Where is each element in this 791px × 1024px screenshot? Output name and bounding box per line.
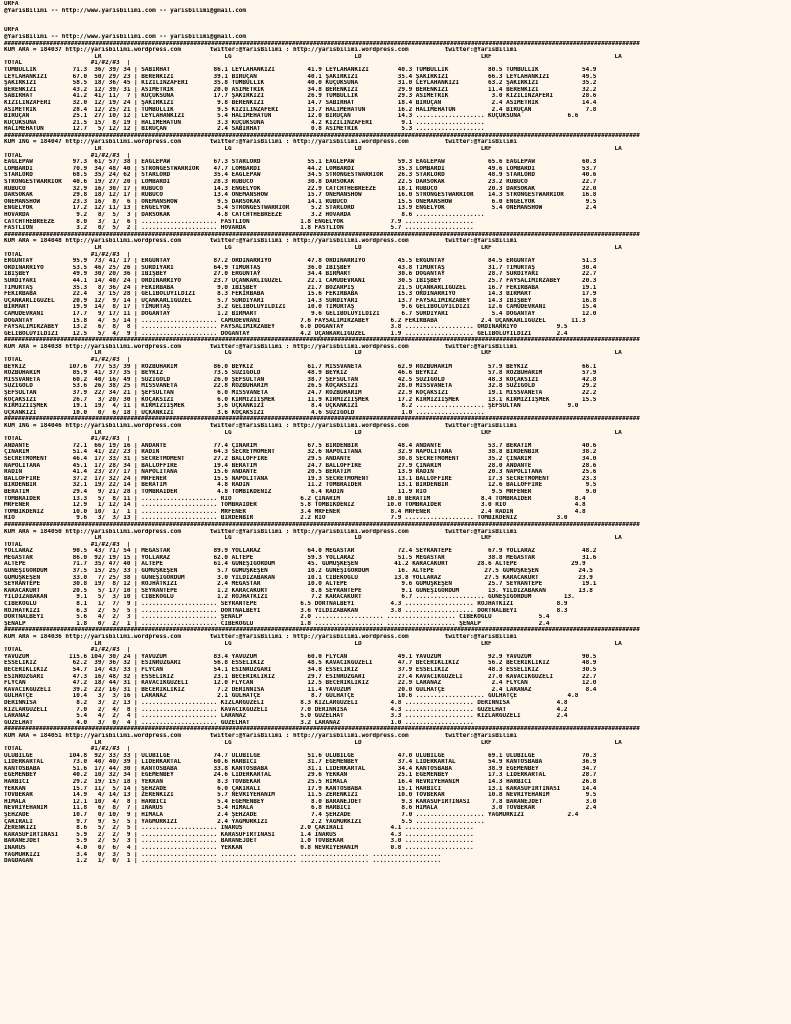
column-headers: LR LG LD LRF LA (4, 53, 622, 60)
spacer (4, 14, 787, 27)
total-header: TOTAL #1/#2/#3 | (4, 746, 131, 753)
table-row: HOVARDA 9.2 8/ 5/ 3 | DARSOKAK 4.8 CATCHTHEBREEZE 3.2 HOVARDA 8.6 ................... (4, 212, 485, 218)
table-row: DERİNNİSA 8.2 3/ 2/ 13 | ..................... KIZLARGÜZELİ 8.3 KIZLARGÜZELİ 4.8 ................... DERİNNİSA 4.8 (4, 699, 568, 706)
table-row: FASTLION 3.2 0/ 5/ 2 | ..................... HOVARDA 1.8 FASTLION 5.7 ................... (4, 225, 474, 232)
race-section (4, 232, 787, 338)
total-header: TOTAL #1/#2/#3 | (4, 357, 131, 364)
race-header-line: KUM ARA = 184048 http://yarisbilimi.wordpress.com twitter:@YarisBilimi : http://yarisbilimi.wordpress.com twitter:@YarisBilimi (4, 238, 517, 245)
separator-line: ##################################################################################################################################################################################### (4, 132, 640, 139)
table-row: HARBİCİ 29.2 19/ 15/ 18 | YEKKAN 8.3 TOVBEKAR 25.5 HIMALA 16.4 NEVRİYEHANIM 14.3 HARBİCİ 26.8 (4, 779, 597, 786)
table-row: MRFENER 12.9 1/ 12/ 14 | ..................... TOMBRAIDER 5.8 TOMBİKDENİZ 10.0 TOMBRAIDER 3.0 RIO 4.8 (4, 502, 586, 509)
column-headers: LR LG LD LRF LA (4, 350, 622, 357)
table-row: GÜMÜŞKEŞEN 33.0 7/ 25/ 38 | GÜNEŞIGÖRDÜM 3.0 YILDIZABAKAN 10.1 CİBEKOĞLU 13.8 YOLLARAZ 27.5 KARACAKURT 23.9 (4, 574, 593, 581)
table-row: UÇKANKIZI 10.0 0/ 6/ 18 | UÇKANKIZI 3.6 KOÇAKSIZI 4.6 SÜZİGOLD 1.0 ................... (4, 409, 485, 416)
header-contact-line: @YarisBilimi -- http://www.yarisbilimi.com -- yarisbilimi@gmail.com (4, 7, 247, 14)
table-row: SABIRHAT 41.2 41/ 11/ 7 | KUÇUKSUNA 17.7 ŞAKIRKIZI 26.9 TUMBULLIK 29.3 ASİMETRİK 3.0 KIZILINZAFERİ 28.6 (4, 93, 597, 100)
column-headers: LR LG LD LRF LA (4, 244, 622, 251)
column-headers: LR LG LD LRF LA (4, 739, 622, 746)
separator-line: ##################################################################################################################################################################################### (4, 726, 640, 733)
table-row: HIMALA 12.1 10/ 4/ 8 | HARBİCİ 5.4 EGEMENBEY 8.0 BARANEJDET 9.3 KARASUFIRTINASI 7.8 BARANEJDET 3.0 (4, 798, 597, 805)
table-row: BEYKIZ 107.6 77/ 53/ 39 | ROZBUHARIM 86.0 BEYKIZ 61.7 MISSVANETA 62.9 ROZBUHARIM 57.9 BEYKIZ 66.1 (4, 363, 597, 370)
table-row: ŞEHZADE 10.7 0/ 10/ 9 | HIMALA 2.4 ŞEHZADE 7.4 ŞEHZADE 7.0 ................... YAĞMURKIZI 2.4 (4, 812, 579, 819)
table-row: KANTOSBABA 51.6 17/ 44/ 30 | KANTOSBABA 33.8 KANTOSBABA 31.1 LİDERKARTAL 34.4 KANTOSBABA 38.9 EGEMENBEY 34.7 (4, 765, 597, 772)
total-header: TOTAL #1/#2/#3 | (4, 647, 131, 654)
race-section (4, 522, 787, 628)
header-title: URFA (4, 1, 19, 7)
table-row: BIRMART 19.9 14/ 8/ 17 | TIMURTAŞ 3.2 GELİBOLUYILDIZI 10.0 TIMURTAŞ 9.6 GELİBOLUYILDIZI 12.6 CAMÜDEVRANI 15.4 (4, 304, 597, 311)
table-row: ÇAKIRALI 9.7 9/ 5/ 5 | YAĞMURKIZI 2.4 YAĞMURKIZI 2.2 YAĞMURKIZI 5.5 ................... (4, 818, 485, 825)
table-row: KIZLARGÜZELİ 7.0 2/ 4/ 8 | ..................... KAVACIKGÜZELİ 7.0 DERİNNİSA 4.3 ................... GÜZELHAT 4.2 (4, 706, 568, 713)
table-row: TUMBULLIK 71.3 36/ 39/ 34 | SABIRHAT 86.1 LEYLAHANKIZI 41.9 LEYLAHANKIZI 40.3 TUMBULLIK 80.5 TUMBULLIK 54.9 (4, 66, 597, 73)
table-row: NAPOLITANA 45.1 17/ 28/ 34 | BALLOFFİRE 19.4 BERATIM 24.7 BALLOFFİRE 27.9 ÇINARIM 28.0 ANDANTE 28.6 (4, 462, 597, 469)
table-row: BIRUÇAN 25.1 27/ 10/ 12 | LEYLAHANKIZI 5.4 HALİMEHATUN 12.0 BIRUÇAN 14.3 ................... KUÇUKSUNA 6.6 (4, 113, 579, 120)
table-row: CATCHTHEBREEZE 8.0 3/ 1/ 6 | ..................... FASTLION 1.8 ENGELYOK 7.9 ................... (4, 218, 474, 225)
table-row: BARANEJDET 5.9 2/ 5/ 3 | ..................... BARANEJDET 1.0 TOVBEKAR 3.0 ................... (4, 838, 474, 845)
header-title-repeat: URFA (4, 27, 19, 34)
table-row: CAMÜDEVRANI 17.7 9/ 17/ 11 | DOĞANTAY 1.2 BIRMART 9.6 GELİBOLUYILDIZI 6.7 SURDİYARI 5.4 DOĞANTAY 12.0 (4, 310, 597, 317)
column-headers: LR LG LD LRF LA (4, 429, 622, 436)
column-headers: LR LG LD LRF LA (4, 535, 622, 542)
table-row: KIRMIZIİŞMEK 19.1 19/ 4/ 11 | KIRMIZIİŞMEK 3.6 UÇKANKIZI 8.4 UÇKANKIZI 8.2 ................... ŞEFSULTAN 9.0 (4, 403, 579, 410)
race-header-line: KUM ING = 184047 http://yarisbilimi.wordpress.com twitter:@YarisBilimi : http://yarisbilimi.wordpress.com twitter:@YarisBilimi (4, 139, 517, 146)
table-row: FLYCAN 47.2 18/ 44/ 31 | KAVACIKGÜZELİ 12.0 FLYCAN 12.5 BECERİKLİKIZ 22.9 LARANAZ 2.4 FLYCAN 12.0 (4, 680, 597, 687)
table-row: DORTNALBEYİ 5.6 4/ 2/ 3 | ..................... ŞENALP 2.0 ................... ................... CİBEKOĞLU 5.4 (4, 614, 550, 621)
table-row: RADİN 41.4 23/ 27/ 17 | NAPOLITANA 15.6 ANDANTE 20.5 BERATIM 13.9 RADİN 20.3 NAPOLITANA 25.6 (4, 469, 597, 476)
table-row: GÜZELHAT 4.0 3/ 0/ 4 | ..................... GÜZELHAT 3.2 LARANAZ 1.0 ................... (4, 719, 474, 726)
table-row: TOVBEKAR 14.9 4/ 14/ 13 | ZERENKIZI 5.7 NEVRİYEHANIM 11.5 ZERENKIZI 10.0 TOVBEKAR 10.8 NEVRİYEHANIM 9.5 (4, 792, 597, 799)
table-row: BİRDENBİR 32.1 19/ 22/ 14 | BERATIM 4.8 RADİN 11.2 TOMBRAIDER 13.1 BİRDENBİR 12.6 BALLOFFİRE 9.5 (4, 482, 597, 489)
table-row: CİBEKOĞLU 8.1 1/ 7/ 9 | ..................... SEYRANTEPE 6.5 DORTNALBEYİ 4.3 ................... ROJHATKIZI 8.9 (4, 601, 568, 608)
table-row: SÜZİGOLD 53.6 26/ 38/ 25 | MISSVANETA 22.8 ROZBUHARIM 26.5 KOÇAKSIZI 28.0 MISSVANETA 32.8 SÜZİGOLD 29.2 (4, 383, 597, 390)
separator-line: ##################################################################################################################################################################################### (4, 40, 640, 47)
race-section (4, 416, 787, 522)
table-row: ZERENKIZI 8.6 5/ 2/ 5 | ..................... İNARUS 2.0 ÇAKIRALI 4.1 ................... (4, 825, 474, 832)
table-row: ÇINARIM 51.4 41/ 22/ 23 | RADİN 64.3 SECRETMOMENT 32.6 NAPOLITANA 32.9 NAPOLITANA 38.8 BİRDENBİR 38.2 (4, 449, 597, 456)
total-header: TOTAL #1/#2/#3 | (4, 541, 131, 548)
race-header-line: KUM ARA = 184050 http://yarisbilimi.wordpress.com twitter:@YarisBilimi : http://yarisbilimi.wordpress.com twitter:@YarisBilimi (4, 528, 517, 535)
separator-line: ##################################################################################################################################################################################### (4, 337, 640, 344)
table-row: UÇANKARLIGÜZEL 20.9 12/ 9/ 14 | UÇANKARLIGÜZEL 5.7 SURDİYARI 14.3 SURDİYARI 13.7 FAYSALIMIRZABEY 14.3 İBİŞBEY 16.8 (4, 297, 597, 304)
table-row: ANDANTE 72.1 66/ 19/ 16 | ANDANTE 77.4 ÇINARIM 67.5 BİRDENBİR 48.4 ANDANTE 53.7 BERATIM 40.6 (4, 442, 597, 449)
table-row: DAĞDAĞAN 1.2 1/ 0/ 1 | ..................... ..................... ................... ................... (4, 858, 442, 865)
table-row: ASİMETRİK 28.4 12/ 25/ 21 | TUMBULLIK 9.5 KIZILINZAFERİ 13.7 HALİMEHATUN 16.2 HALİMEHATUN 2.4 BIRUÇAN 7.8 (4, 106, 597, 113)
table-row: YEKKAN 15.7 11/ 5/ 14 | ŞEHZADE 6.0 ÇAKIRALI 17.9 KANTOSBABA 15.1 HARBİCİ 13.1 KARASUFIRTINASI 14.4 (4, 785, 597, 792)
separator-line: ##################################################################################################################################################################################### (4, 231, 640, 238)
table-row: FEKIRBABA 22.4 3/ 15/ 28 | GELİBOLUYILDIZI 8.3 FEKIRBABA 15.6 FEKIRBABA 15.3 ORDİNARRİYO 14.3 BIRMART 17.9 (4, 291, 597, 298)
column-headers: LR LG LD LRF LA (4, 640, 622, 647)
race-section (4, 726, 787, 864)
total-header: TOTAL #1/#2/#3 | (4, 152, 131, 159)
column-headers: LR LG LD LRF LA (4, 146, 622, 153)
table-row: ŞENALP 1.8 0/ 2/ 1 | ..................... CİBEKOĞLU 1.8 ................... ................... ŞENALP 2.4 (4, 620, 550, 627)
table-row: GÜNEŞIGÖRDÜM 37.5 15/ 25/ 33 | GÜMÜŞKEŞEN 5.7 GÜMÜŞKEŞEN 10.2 GÜNEŞIGÖRDÜM 16. ALTEPE 27.5 GÜMÜŞKEŞEN 24.5 (4, 568, 593, 575)
table-row: ORDİNARRİYO 53.5 46/ 25/ 26 | SURDİYARI 64.9 TIMURTAŞ 36.0 İBİŞBEY 43.8 TIMURTAŞ 31.7 TIMURTAŞ 30.4 (4, 264, 597, 271)
table-row: GELİBOLUYILDIZI 12.5 5/ 4/ 9 | ..................... DOĞANTAY 4.2 UÇANKARLIGÜZEL 1.9 ................... GELİBOLUYILDIZI 2.4 (4, 330, 568, 337)
race-header-line: KUM ARA = 184036 http://yarisbilimi.wordpress.com twitter:@YarisBilimi : http://yarisbilimi.wordpress.com twitter:@YarisBilimi (4, 634, 517, 640)
table-row: ŞEFSULTAN 37.9 22/ 34/ 21 | ŞEFSULTAN 6.0 MISSVANETA 24.7 ROZBUHARIM 22.9 KOÇAKSIZI 19.1 MISSVANETA 22.2 (4, 390, 597, 397)
table-row: LİDERKARTAL 73.0 40/ 40/ 39 | LİDERKARTAL 60.6 HARBİCİ 31.7 EGEMENBEY 37.4 LİDERKARTAL 54.9 KANTOSBABA 36.9 (4, 759, 597, 766)
table-row: BALLOFFİRE 37.2 17/ 32/ 24 | MRFENER 15.5 NAPOLITANA 19.3 SECRETMOMENT 13.1 BALLOFFİRE 17.3 SECRETMOMENT 23.3 (4, 475, 597, 482)
table-row: LOMBARDI 70.9 34/ 48/ 40 | STRONGESTWARRIOR 47.7 LOMBARDI 44.2 LOMBARDI 35.3 LOMBARDI 49.6 LOMBARDI 53.7 (4, 165, 597, 172)
table-row: YAVUZUM 115.6 104/ 30/ 24 | YAVUZUM 83.4 YAVUZUM 60.0 FLYCAN 49.1 YAVUZUM 92.9 YAVUZUM 90.5 (4, 653, 597, 660)
table-row: BERATIM 29.4 9/ 21/ 28 | TOMBRAIDER 4.8 TOMBİKDENİZ 6.4 RADİN 11.9 RIO 9.5 MRFENER 9.0 (4, 488, 597, 495)
table-row: STRONGESTWARRIOR 40.6 19/ 27/ 20 | LOMBARDI 28.3 RUBUCO 30.8 DARSOKAK 22.5 DARSOKAK 23.2 RUBUCO 22.7 (4, 179, 597, 186)
total-header: TOTAL #1/#2/#3 | (4, 251, 131, 258)
table-row: LARANAZ 5.4 4/ 2/ 4 | ..................... LARANAZ 5.0 GÜZELHAT 3.3 ................... KIZLARGÜZELİ 2.4 (4, 713, 568, 720)
race-header-line: KUM ARA = 184037 http://yarisbilimi.wordpress.com twitter:@YarisBilimi : http://yarisbilimi.wordpress.com twitter:@YarisBilimi (4, 47, 517, 54)
table-row: ULUBİLGE 104.8 92/ 33/ 33 | ULUBİLGE 74.7 ULUBİLGE 51.6 ULUBİLGE 47.0 ULUBİLGE 69.1 ULUBİLGE 70.3 (4, 752, 597, 759)
table-row: RIO 9.6 3/ 3/ 13 | ..................... BİRDENBİR 2.2 RIO 7.9 ................... TOMBİKDENİZ 3.0 (4, 515, 568, 522)
table-row: LEYLAHANKIZI 67.0 50/ 29/ 23 | BERENKIZI 39.1 BIRUÇAN 40.1 ŞAKIRKIZI 35.4 ŞAKIRKIZI 66.3 LEYLAHANKIZI 49.5 (4, 73, 597, 80)
table-row: KIZILINZAFERİ 32.0 12/ 19/ 24 | ŞAKIRKIZI 9.8 BERENKIZI 14.7 SABIRHAT 18.4 BIRUÇAN 2.4 ASİMETRİK 14.4 (4, 99, 597, 106)
table-row: KARASUFIRTINASI 5.9 2/ 2/ 9 | ..................... KARASUFIRTINASI 1.4 İNARUS 4.3 ................... (4, 831, 474, 838)
race-header-line: KUM ARA = 184038 http://yarisbilimi.wordpress.com twitter:@YarisBilimi : http://yarisbilimi.wordpress.com twitter:@YarisBilimi (4, 343, 517, 350)
table-row: TOMBİKDENİZ 10.0 10/ 1/ 1 | ..................... MRFENER 3.4 MRFENER 8.4 MRFENER 2.4 RADİN 4.8 (4, 508, 586, 515)
table-row: SEYRANTEPE 30.8 19/ 8/ 12 | ROJHATKIZI 2.4 MEGASTAR 10.0 ALTEPE 9.6 GÜMÜŞKEŞEN 25.7 SEYRANTEPE 19.1 (4, 581, 597, 588)
table-row: STARLORD 68.5 35/ 24/ 62 | STARLORD 35.4 EAGLEPAW 34.5 STRONGESTWARRIOR 26.3 STARLORD 48.9 STARLORD 40.6 (4, 172, 597, 179)
separator-line: ##################################################################################################################################################################################### (4, 627, 640, 634)
table-row: YAĞMURKIZI 3.4 0/ 3/ 5 | ..................... ..................... ................... ................... (4, 851, 442, 858)
race-header-line: KUM ARA = 184051 http://yarisbilimi.wordpress.com twitter:@YarisBilimi : http://yarisbilimi.wordpress.com twitter:@YarisBilimi (4, 732, 517, 739)
table-row: EAGLEPAW 97.3 61/ 57/ 38 | EAGLEPAW 67.3 STARLORD 55.1 EAGLEPAW 59.3 EAGLEPAW 65.6 EAGLEPAW 60.3 (4, 159, 597, 166)
total-header: TOTAL #1/#2/#3 | (4, 60, 131, 67)
table-row: ŞAKIRKIZI 58.5 18/ 36/ 45 | KIZILINZAFERİ 35.8 TUMBULLIK 40.0 KUÇUKSUNA 31.0 LEYLAHANKIZI 63.2 ŞAKIRKIZI 35.2 (4, 80, 597, 87)
table-row: BERENKIZI 43.2 12/ 39/ 31 | ASİMETRİK 20.0 ASİMETRİK 34.8 BERENKIZI 29.9 BERENKIZI 11.4 BERENKIZI 32.2 (4, 86, 597, 93)
table-row: ROJHATKIZI 6.3 2/ 5/ 5 | ..................... DORTNALBEYİ 3.6 YILDIZABAKAN 3.8 ................... DORTNALBEYİ 8.3 (4, 607, 568, 614)
table-row: DOĞANTAY 15.8 4/ 5/ 14 | ..................... CAMÜDEVRANI 7.6 FAYSALIMIRZABEY 6.2 FEKIRBABA 2.4 UÇANKARLIGÜZEL 11.3 (4, 317, 586, 324)
table-row: MEGASTAR 86.0 92/ 19/ 15 | YOLLARAZ 62.0 ALTEPE 59.3 YOLLARAZ 51.5 MEGASTAR 38.8 MEGASTAR 31.6 (4, 554, 597, 561)
table-row: FAYSALIMIRZABEY 13.2 6/ 8/ 8 | ..................... FAYSALIMIRZABEY 6.0 DOĞANTAY 3.8 ................... ORDİNARRİYO 9.5 (4, 324, 568, 331)
table-row: EGEMENBEY 40.2 10/ 32/ 34 | EGEMENBEY 24.6 LİDERKARTAL 29.6 YEKKAN 25.1 EGEMENBEY 17.3 LİDERKARTAL 28.7 (4, 772, 597, 779)
table-row: MISSVANETA 60.2 40/ 16/ 49 | SÜZİGOLD 26.0 ŞEFSULTAN 38.7 ŞEFSULTAN 42.5 SÜZİGOLD 48.3 KOÇAKSIZI 42.8 (4, 376, 597, 383)
table-row: SURDİYARI 44.1 14/ 40/ 24 | ORDİNARRİYO 23.7 UÇANKARLIGÜZEL 22.1 CAMÜDEVRANI 30.5 İBİŞBEY 25.7 FAYSALIMIRZABEY 20.3 (4, 277, 597, 284)
race-section (4, 41, 787, 133)
separator-line: ##################################################################################################################################################################################### (4, 416, 640, 423)
table-row: KOÇAKSIZI 26.7 3/ 20/ 30 | KOÇAKSIZI 6.0 KIRMIZIİŞMEK 11.9 KIRMIZIİŞMEK 17.2 KIRMIZIİŞMEK 13.1 KIRMIZIİŞMEK 15.5 (4, 396, 597, 403)
header-contact-line-repeat: @YarisBilimi -- http://www.yarisbilimi.com -- yarisbilimi@gmail.com (4, 33, 247, 40)
table-row: ROZBUHARIM 85.9 41/ 37/ 35 | BEYKIZ 73.5 SÜZİGOLD 48.9 BEYKIZ 46.6 BEYKIZ 57.8 ROZBUHARIM 57.9 (4, 370, 597, 377)
table-row: ERGÜNTAY 95.9 73/ 41/ 17 | ERGÜNTAY 87.2 ORDİNARRİYO 47.8 ORDİNARRİYO 45.5 ERGÜNTAY 84.5 ERGÜNTAY 51.3 (4, 258, 597, 265)
table-row: ESİNRÜZGARI 47.3 16/ 48/ 32 | ESSELİKIZ 23.1 BECERİKLİKIZ 29.7 ESİNRÜZGARI 27.4 KAVACIKGÜZELİ 27.0 KAVACIKGÜZELİ 22.7 (4, 673, 597, 680)
race-header-line: KUM ING = 184046 http://yarisbilimi.wordpress.com twitter:@YarisBilimi : http://yarisbilimi.wordpress.com twitter:@YarisBilimi (4, 423, 517, 429)
table-row: ONEMANSHOW 23.3 16/ 8/ 6 | ONEMANSHOW 9.5 DARSOKAK 14.1 RUBUCO 15.5 ONEMANSHOW 6.0 ENGELYOK 9.5 (4, 198, 597, 205)
race-sections (4, 41, 787, 865)
table-row: ALTEPE 71.7 35/ 47/ 40 | ALTEPE 61.4 GÜNEŞIGÖRDÜM 45. GÜMÜŞKEŞEN 41.2 KARACAKURT 28.6 ALTEPE 29.9 (4, 561, 586, 568)
table-row: YILDIZABAKAN 9.1 5/ 3/ 10 | CİBEKOĞLU 1.2 ROJHATKIZI 7.2 KARACAKURT 6.7 ................... GÜNEŞIGÖRDÜM 13. (4, 594, 575, 601)
race-section (4, 337, 787, 416)
table-row: TOMBRAIDER 13.3 5/ 8/ 11 | ..................... RIO 6.2 ÇINARIM 10.8 BERATIM 8.4 TOMBRAIDER 8.4 (4, 495, 586, 502)
table-row: KAVACIKGÜZELİ 39.2 22/ 16/ 31 | BECERİKLİKIZ 7.2 DERİNNİSA 11.4 YAVUZUM 20.0 GÜLHATÇE 2.4 LARANAZ 8.4 (4, 686, 597, 693)
table-row: SECRETMOMENT 46.4 17/ 33/ 31 | SECRETMOMENT 27.2 BALLOFFİRE 29.5 ANDANTE 30.8 SECRETMOMENT 35.2 ÇINARIM 34.0 (4, 455, 597, 462)
table-row: GÜLHATÇE 10.4 3/ 3/ 16 | LARANAZ 2.1 GÜLHATÇE 8.7 GÜLHATÇE 10.6 ................... GÜLHATÇE 4.8 (4, 693, 579, 700)
table-row: RUBUCO 32.9 16/ 30/ 17 | RUBUCO 14.3 ENGELYOK 22.9 CATCHTHEBREEZE 18.1 RUBUCO 20.3 DARSOKAK 22.0 (4, 185, 597, 192)
table-row: ENGELYOK 17.2 12/ 11/ 13 | ENGELYOK 5.4 STRONGESTWARRIOR 5.2 STARLORD 13.9 ENGELYOK 5.4 ONEMANSHOW 2.4 (4, 205, 597, 212)
table-row: İNARUS 4.0 0/ 6/ 4 | ..................... YEKKAN 0.8 NEVRİYEHANIM 0.8 ................... (4, 845, 474, 851)
total-header: TOTAL #1/#2/#3 | (4, 436, 131, 443)
table-row: İBİŞBEY 49.9 30/ 20/ 36 | İBİŞBEY 27.0 ERGÜNTAY 34.4 BIRMART 30.6 DOĞANTAY 28.7 SURDİYARI 22.7 (4, 271, 597, 278)
separator-line: ##################################################################################################################################################################################### (4, 521, 640, 528)
race-section (4, 627, 787, 726)
table-row: KARACAKURT 20.5 5/ 17/ 10 | SEYRANTEPE 1.2 KARACAKURT 8.8 SEYRANTEPE 9.1 GÜNEŞIGÖRDÜM 13. YILDIZABAKAN 13.8 (4, 587, 593, 594)
table-row: ESSELİKIZ 62.2 39/ 36/ 32 | ESİNRÜZGARI 56.8 ESSELİKIZ 48.5 KAVACIKGÜZELİ 47.7 BECERİKLİKIZ 56.2 BECERİKLİKIZ 48.9 (4, 660, 597, 667)
table-row: TIMURTAŞ 35.3 8/ 36/ 24 | FEKIRBABA 9.0 İBİŞBEY 21.7 BOZARPIŞ 21.5 UÇANKARLIGÜZEL 16.7 FEKIRBABA 19.1 (4, 284, 597, 291)
table-row: DARSOKAK 29.8 18/ 12/ 17 | RUBUCO 13.4 ONEMANSHOW 15.7 ONEMANSHOW 16.0 STRONGESTWARRIOR 14.3 STRONGESTWARRIOR 16.8 (4, 192, 597, 199)
table-row: BECERİKLİKIZ 54.7 14/ 43/ 33 | FLYCAN 54.1 ESİNRÜZGARI 34.8 ESSELİKIZ 37.9 ESSELİKIZ 48.3 ESSELİKIZ 30.5 (4, 666, 597, 673)
race-section (4, 133, 787, 232)
table-row: KUÇUKSUNA 21.5 15/ 8/ 19 | HALİMEHATUN 3.3 KUÇUKSUNA 4.2 KIZILINZAFERİ 9.1 ................... (4, 119, 485, 126)
table-row: NEVRİYEHANIM 11.8 6/ 8/ 7 | İNARUS 5.4 HIMALA 6.8 HARBİCİ 8.6 HIMALA 3.0 TOVBEKAR 2.4 (4, 805, 597, 812)
table-row: YOLLARAZ 90.5 43/ 71/ 54 | MEGASTAR 89.9 YOLLARAZ 64.0 MEGASTAR 72.4 SEYRANTEPE 67.9 YOLLARAZ 48.2 (4, 548, 597, 555)
table-row: HALİMEHATUN 12.7 5/ 12/ 12 | BIRUÇAN 2.4 SABIRHAT 0.8 ASİMETRİK 5.3 ................... (4, 126, 485, 133)
